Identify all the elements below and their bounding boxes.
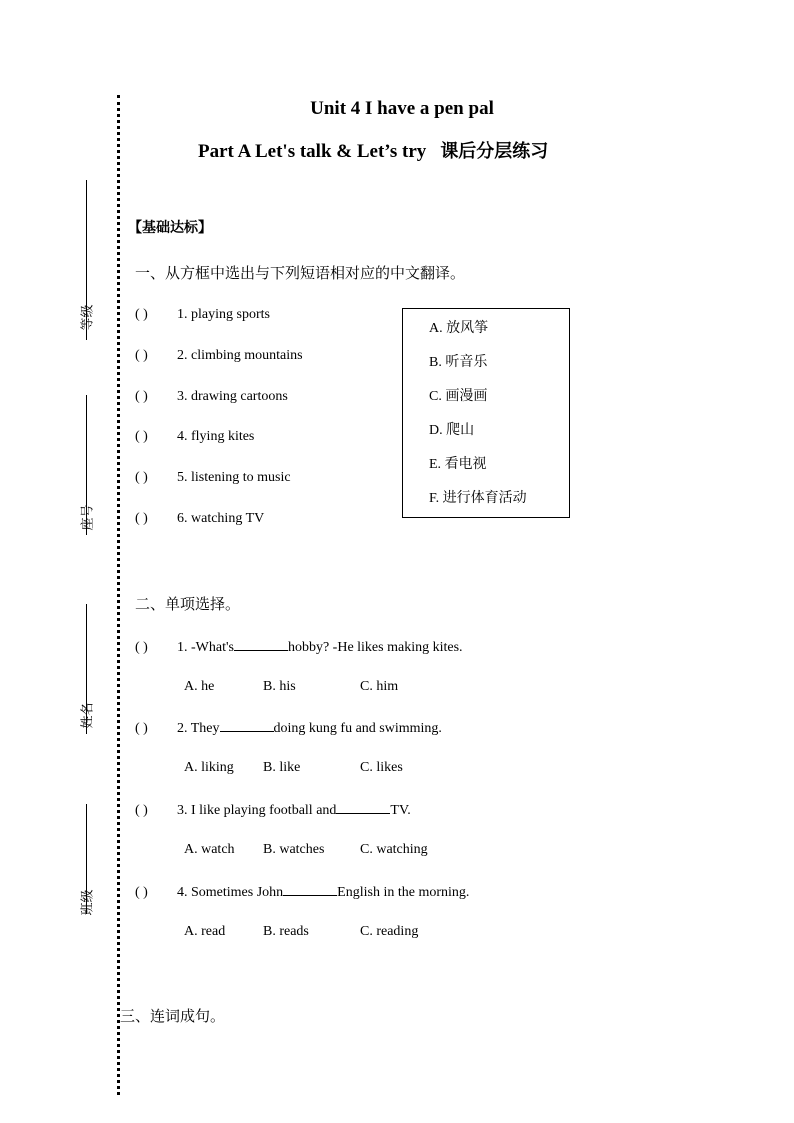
phrase-text: 5. listening to music (177, 470, 291, 485)
option-item: D. 爬山 (429, 422, 475, 438)
part1-heading: 一、从方框中选出与下列短语相对应的中文翻译。 (135, 264, 466, 282)
option-item: B. 听音乐 (429, 354, 488, 370)
answer-paren[interactable]: ( ) (135, 721, 148, 736)
fill-blank[interactable] (220, 719, 274, 732)
phrase-text: 4. flying kites (177, 429, 255, 444)
page-subtitle (198, 137, 548, 163)
phrase-text: 6. watching TV (177, 511, 265, 526)
name-label: 姓名 (79, 702, 95, 729)
answer-paren[interactable]: ( ) (135, 511, 148, 526)
option-item: C. 画漫画 (429, 388, 488, 404)
page-title: Unit 4 I have a pen pal (310, 98, 494, 119)
option-item: A. 放风筝 (429, 320, 489, 336)
question (135, 801, 411, 819)
seat-number-label: 座号 (79, 504, 95, 531)
answer-paren[interactable]: ( ) (135, 389, 148, 404)
question-text-before: 3. I like playing football and (177, 803, 337, 818)
question-text-after: English in the morning. (337, 885, 470, 900)
option-item: E. 看电视 (429, 456, 487, 472)
answer-paren[interactable]: ( ) (135, 885, 148, 900)
choice-c: C. likes (360, 760, 403, 775)
choice-a: A. liking (184, 760, 234, 775)
fill-blank[interactable] (283, 883, 337, 896)
phrase-text: 2. climbing mountains (177, 348, 303, 363)
question (135, 638, 463, 656)
question-text-after: hobby? -He likes making kites. (287, 640, 463, 655)
fill-blank[interactable] (234, 638, 288, 651)
answer-paren[interactable]: ( ) (135, 307, 148, 322)
choice-c: C. reading (360, 924, 419, 939)
choice-b: B. like (263, 760, 301, 775)
choice-b: B. watches (263, 842, 325, 857)
answer-paren[interactable]: ( ) (135, 640, 148, 655)
choice-b: B. his (263, 679, 296, 694)
answer-paren[interactable]: ( ) (135, 803, 148, 818)
question-text-before: 4. Sometimes John (177, 885, 284, 900)
answer-paren[interactable]: ( ) (135, 348, 148, 363)
question-text-before: 1. -What's (177, 640, 234, 655)
choice-a: A. he (184, 679, 215, 694)
choice-a: A. watch (184, 842, 235, 857)
part1-item (135, 307, 270, 323)
part3-heading: 三、连词成句。 (120, 1007, 226, 1025)
part1-item (135, 429, 254, 445)
question-text-after: TV. (390, 803, 411, 818)
subtitle-chinese: 课后分层练习 (440, 141, 549, 162)
part1-item (135, 511, 264, 527)
question (135, 883, 469, 901)
question-text-before: 2. They (177, 721, 220, 736)
answer-paren[interactable]: ( ) (135, 429, 148, 444)
option-item: F. 进行体育活动 (429, 490, 527, 506)
subtitle-english: Part A Let's talk & Let’s try (198, 141, 427, 162)
options-box (402, 308, 570, 518)
choice-a: A. read (184, 924, 226, 939)
choice-b: B. reads (263, 924, 309, 939)
choice-c: C. him (360, 679, 399, 694)
grade-label: 等级 (79, 304, 95, 331)
part1-item (135, 348, 303, 364)
class-label: 班级 (79, 889, 95, 916)
answer-paren[interactable]: ( ) (135, 470, 148, 485)
phrase-text: 3. drawing cartoons (177, 389, 288, 404)
fill-blank[interactable] (336, 801, 390, 814)
choice-c: C. watching (360, 842, 428, 857)
section-tag: 【基础达标】 (128, 220, 212, 236)
binding-dotted-line (117, 95, 120, 1095)
question (135, 719, 442, 737)
part1-item (135, 470, 291, 486)
part1-item (135, 389, 288, 405)
question-text-after: doing kung fu and swimming. (273, 721, 442, 736)
part2-heading: 二、单项选择。 (135, 595, 241, 613)
phrase-text: 1. playing sports (177, 307, 270, 322)
